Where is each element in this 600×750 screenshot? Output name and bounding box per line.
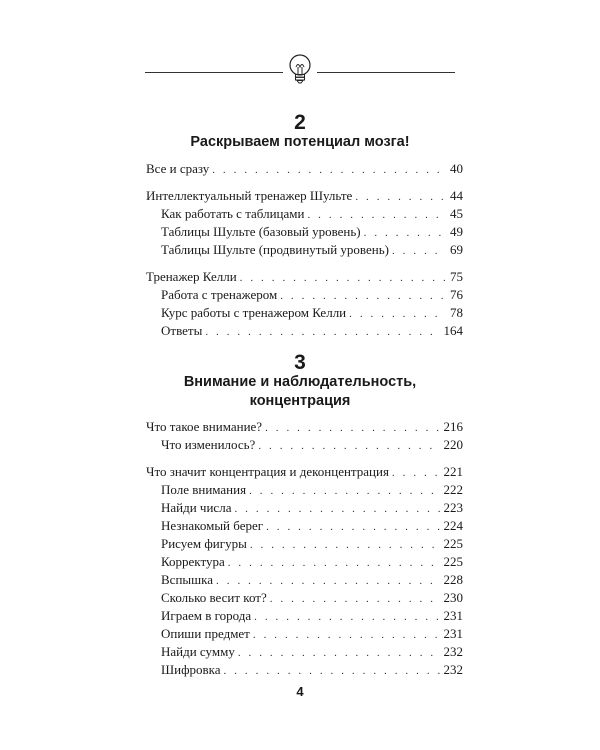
toc-entry[interactable] (161, 436, 463, 453)
leader-dots (238, 645, 440, 660)
toc-entry-page: 221 (443, 464, 463, 479)
toc-entry[interactable] (161, 553, 463, 570)
toc-entry-page: 231 (443, 608, 463, 623)
toc-entry[interactable] (146, 187, 463, 204)
toc-entry-title: Опиши предмет (161, 626, 250, 641)
toc-entry-page: 216 (443, 419, 463, 434)
toc-entry-title: Как работать с таблицами (161, 206, 305, 221)
leader-dots (228, 555, 440, 570)
toc-entry-page: 76 (450, 287, 463, 302)
toc-entry[interactable] (161, 661, 463, 678)
toc-entry[interactable] (146, 268, 463, 285)
section-number: 3 (294, 351, 306, 374)
toc-entry-title: Вспышка (161, 572, 214, 587)
toc-entry[interactable] (161, 205, 463, 222)
toc-entry-title: Что значит концентрация и деконцентрация (146, 464, 389, 479)
toc-entry-page: 44 (450, 188, 463, 203)
leader-dots (253, 627, 440, 642)
toc-entry-title: Таблицы Шульте (базовый уровень) (161, 224, 361, 239)
ornament-rule-right (317, 72, 455, 73)
toc-entry[interactable] (161, 535, 463, 552)
leader-dots (224, 663, 440, 678)
toc-entry-page: 225 (443, 554, 463, 569)
leader-dots (240, 270, 446, 285)
toc-entry-page: 232 (443, 644, 463, 659)
toc-entry-title: Шифровка (161, 662, 221, 677)
toc-entry[interactable] (161, 304, 463, 321)
toc-entry-page: 222 (443, 482, 463, 497)
leader-dots (265, 420, 439, 435)
toc-entry[interactable] (161, 223, 463, 240)
toc-entry-page: 228 (443, 572, 463, 587)
toc-entry[interactable] (161, 625, 463, 642)
leader-dots (392, 465, 440, 480)
toc-entry[interactable] (161, 322, 463, 339)
toc-entry-title: Работа с тренажером (161, 287, 278, 302)
toc-entry-page: 164 (443, 323, 463, 338)
section-title: Внимание и наблюдательность, (183, 374, 417, 390)
toc-entry[interactable] (161, 241, 463, 258)
toc-entry-page: 75 (450, 269, 463, 284)
toc-entry[interactable] (161, 517, 463, 534)
toc-entry[interactable] (161, 643, 463, 660)
toc-entry-title: Тренажер Келли (146, 269, 237, 284)
leader-dots (280, 288, 446, 303)
toc-entry-title: Что такое внимание? (146, 419, 263, 434)
toc-entry-page: 69 (450, 242, 463, 257)
toc-entry-page: 230 (443, 590, 463, 605)
toc-entry-page: 49 (450, 224, 463, 239)
toc-entry[interactable] (161, 571, 463, 588)
toc-entry[interactable] (161, 607, 463, 624)
leader-dots (349, 306, 446, 321)
section-number: 2 (294, 111, 306, 134)
toc-entry[interactable] (161, 589, 463, 606)
toc-entry-page: 40 (450, 161, 463, 176)
toc-entry-page: 232 (443, 662, 463, 677)
toc-entry-title: Сколько весит кот? (161, 590, 267, 605)
toc-entry-title: Что изменилось? (161, 437, 256, 452)
toc-entry-title: Таблицы Шульте (продвинутый уровень) (161, 242, 389, 257)
toc-entry[interactable] (161, 286, 463, 303)
leader-dots (258, 438, 439, 453)
toc-entry[interactable] (146, 160, 463, 177)
lightbulb-icon (285, 52, 315, 86)
leader-dots (212, 162, 446, 177)
toc-entry-title: Курс работы с тренажером Келли (161, 305, 347, 320)
toc-entry[interactable] (146, 418, 463, 435)
leader-dots (364, 225, 446, 240)
toc-entry-title: Поле внимания (161, 482, 247, 497)
toc-entry-title: Найди числа (161, 500, 232, 515)
leader-dots (234, 501, 439, 516)
toc-entry-title: Незнакомый берег (161, 518, 264, 533)
toc-entry-page: 223 (443, 500, 463, 515)
chapter-ornament (145, 52, 455, 86)
leader-dots (205, 324, 439, 339)
toc-entry-page: 220 (443, 437, 463, 452)
leader-dots (266, 519, 439, 534)
ornament-rule-left (145, 72, 283, 73)
leader-dots (355, 189, 446, 204)
toc-entry-title: Ответы (161, 323, 203, 338)
leader-dots (307, 207, 446, 222)
toc-entry-page: 224 (443, 518, 463, 533)
section-title-line-2: концентрация (249, 393, 351, 409)
toc-entry[interactable] (161, 481, 463, 498)
leader-dots (249, 483, 439, 498)
toc-entry-page: 231 (443, 626, 463, 641)
toc-entry-page: 45 (450, 206, 463, 221)
toc-entry-page: 78 (450, 305, 463, 320)
leader-dots (254, 609, 439, 624)
page-number: 4 (296, 684, 304, 699)
toc-entry-title: Рисуем фигуры (161, 536, 247, 551)
toc-entry-page: 225 (443, 536, 463, 551)
toc-entry-title: Найди сумму (161, 644, 235, 659)
leader-dots (250, 537, 440, 552)
toc-entry[interactable] (161, 499, 463, 516)
leader-dots (216, 573, 439, 588)
section-title: Раскрываем потенциал мозга! (190, 134, 410, 150)
leader-dots (270, 591, 440, 606)
leader-dots (392, 243, 446, 258)
toc-entry-title: Все и сразу (146, 161, 210, 176)
toc-entry-title: Играем в города (161, 608, 252, 623)
toc-entry[interactable] (146, 463, 463, 480)
toc-entry-title: Интеллектуальный тренажер Шульте (146, 188, 353, 203)
toc-entry-title: Корректура (161, 554, 225, 569)
